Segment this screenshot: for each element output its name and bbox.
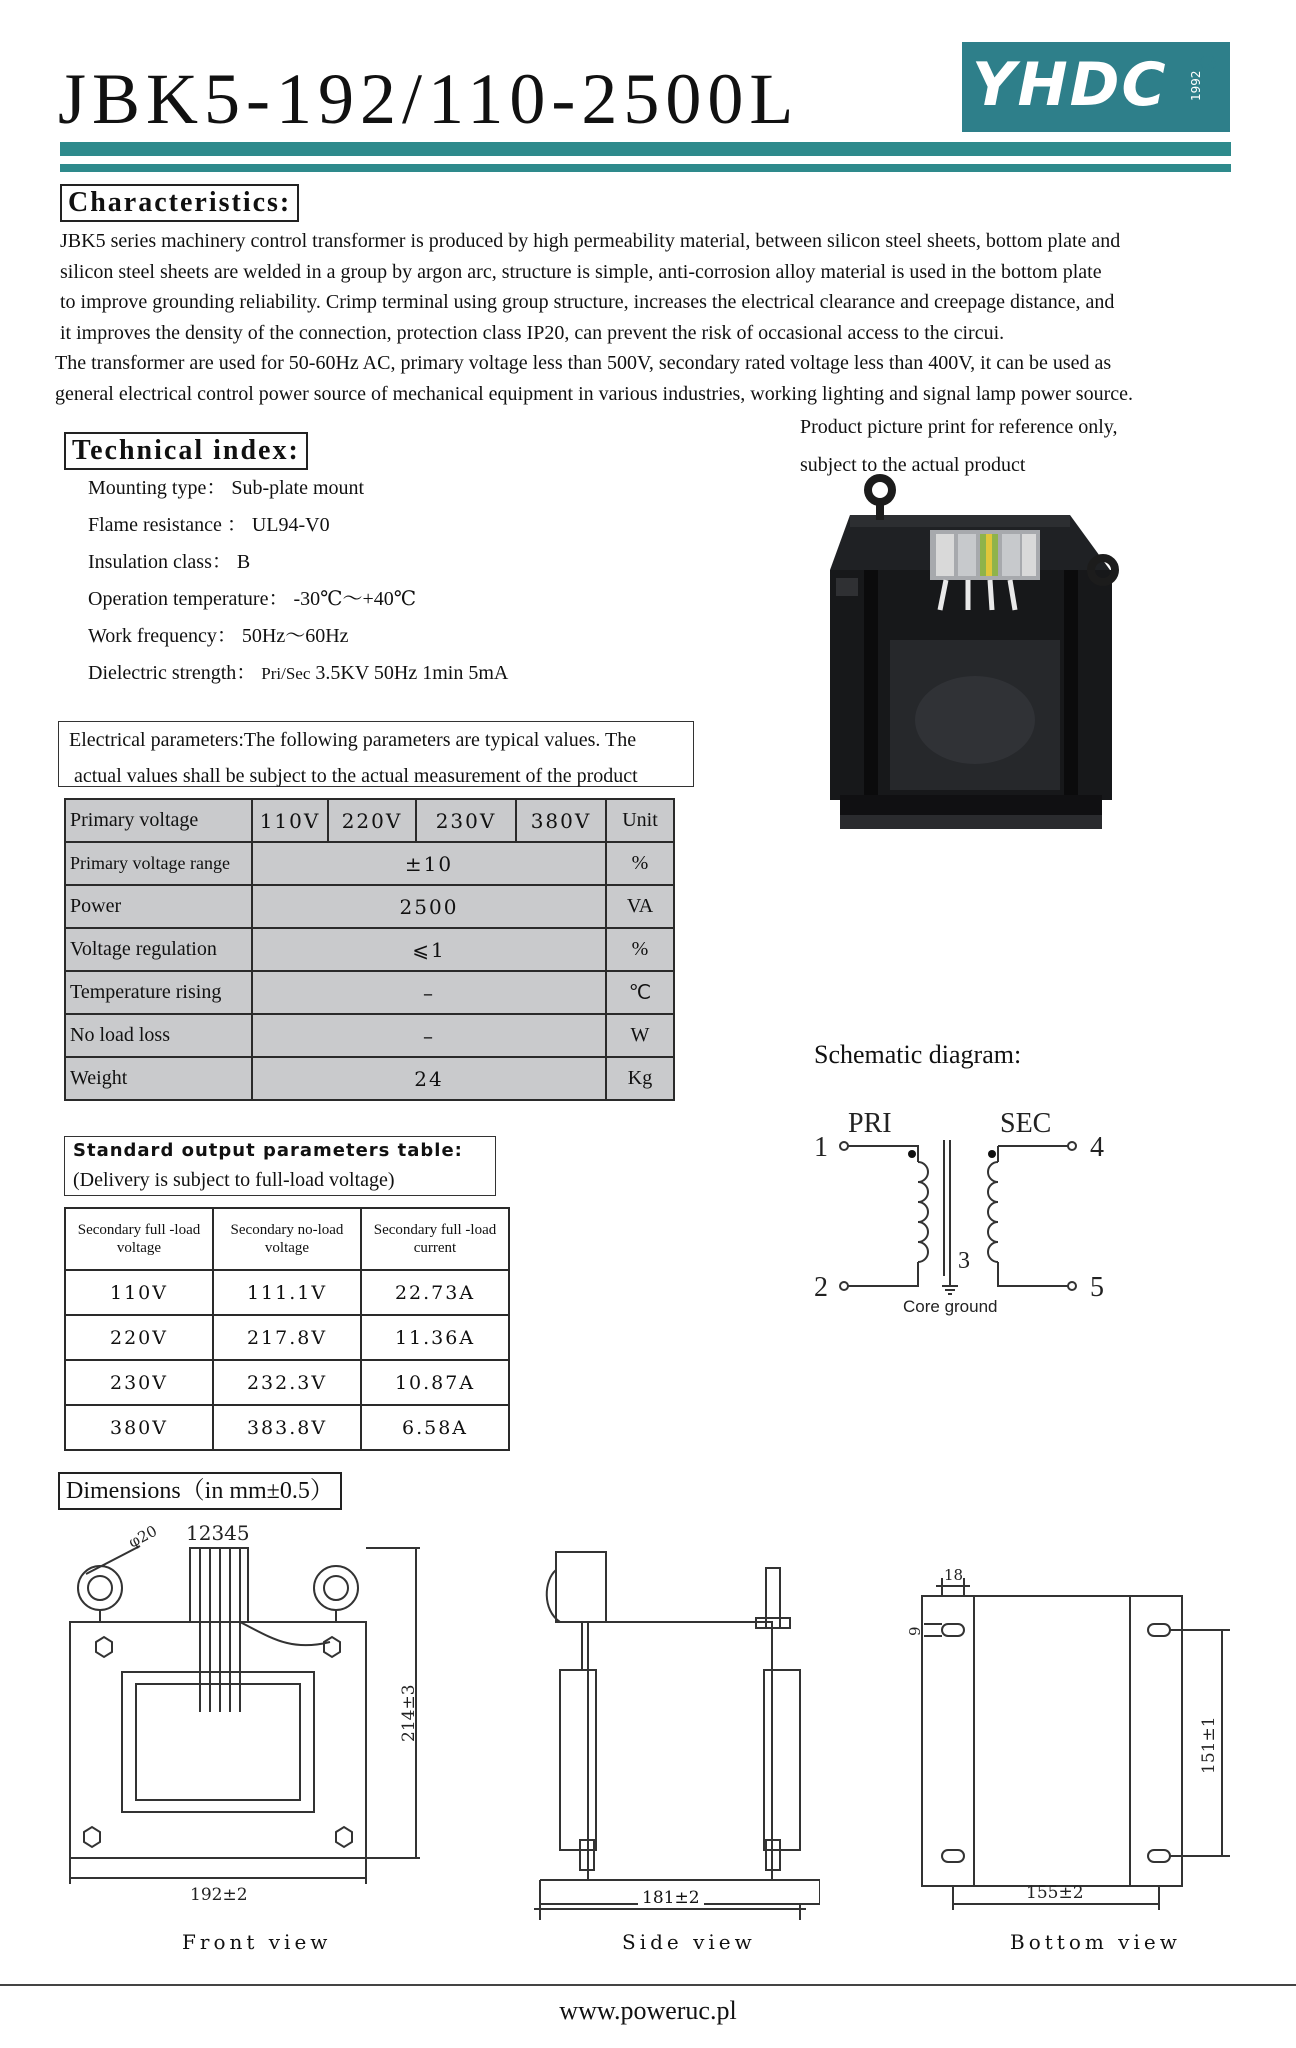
side-width-label: 181±2 [638,1888,704,1908]
transformer-photo [810,470,1130,842]
dielectric-value: 3.5KV 50Hz 1min 5mA [310,662,509,684]
lifting-eye-left [78,1566,122,1610]
row-unit: ℃ [606,971,674,1014]
lifting-eye-right [314,1566,358,1610]
characteristics-line: JBK5 series machinery control transformer is produced by high permeability material, between silicon steel sheets, bottom plate and [60,230,1121,252]
row-label: Power [65,885,252,928]
lead-wire [240,1622,330,1645]
side-view-label: Side view [622,1930,756,1954]
table-row [65,885,674,928]
standard-output-heading-box [64,1136,496,1196]
terminal-5 [1068,1282,1076,1290]
characteristics-line: The transformer are used for 50-60Hz AC, primary voltage less than 500V, secondary rated voltage less than 400V, it can be used as [55,352,1112,374]
slot-top-right [1148,1624,1170,1636]
characteristics-text-2 [55,348,1133,409]
terminal-wires [200,1548,240,1712]
row-value: ⩽1 [252,928,606,971]
standard-output-subtitle: (Delivery is subject to full-load voltage) [73,1169,395,1191]
yhdc-logo [962,42,1230,132]
side-width-dim-line [534,1908,806,1910]
secondary-lead-bottom [998,1262,1068,1286]
pin-4-label: 4 [1090,1132,1104,1163]
slot-height-label: 9 [906,1626,924,1636]
table-cell: 383.8V [213,1405,361,1450]
row-value: – [252,971,606,1014]
table-row [65,799,674,842]
table-row [65,928,674,971]
table-row [65,1014,674,1057]
pin-1-label: 1 [814,1132,828,1163]
logo-text: YHDC [972,50,1168,120]
table-cell: 111.1V [213,1270,361,1315]
pri-label: PRI [848,1108,892,1139]
footer-divider [0,1984,1296,1986]
primary-voltage-cell: 220V [328,799,416,842]
electrical-note-line: Electrical parameters:The following parameters are typical values. The [69,729,637,751]
standard-output-title: Standard output parameters table: [73,1140,463,1161]
table-row [65,1315,509,1360]
secondary-coil [988,1162,998,1262]
table-cell: 220V [65,1315,213,1360]
technical-index-heading: Technical index: [64,432,308,470]
header-divider-thin [60,164,1231,172]
lifting-eye-right-inner [324,1576,348,1600]
side-width-dimension [534,1888,806,1920]
primary-polarity-dot [908,1150,916,1158]
registered-mark: ® [1197,52,1219,77]
mounting-type: Mounting type： Sub-plate mount [88,477,365,499]
front-height-label: 214±3 [399,1684,419,1742]
side-leads [582,1622,588,1670]
product-title: JBK5-192/110-2500L [58,59,800,139]
table-cell: 380V [65,1405,213,1450]
column-header-line: voltage [264,1240,310,1256]
front-view-drawing [60,1512,440,1912]
row-value: 24 [252,1057,606,1100]
flame-resistance: Flame resistance ： UL94-V0 [88,514,330,536]
operation-temperature: Operation temperature： -30℃～+40℃ [88,588,417,610]
table-cell: 232.3V [213,1360,361,1405]
side-core [588,1622,772,1880]
column-header-line: Secondary full -load [77,1222,201,1238]
row-value: ±10 [252,842,606,885]
primary-voltage-cell: 380V [516,799,606,842]
terminal-numbers: 12345 [186,1521,250,1545]
table-cell: 6.58A [361,1405,509,1450]
photo-note-line: subject to the actual product [800,454,1026,476]
column-header-line: Secondary no-load [230,1222,344,1238]
hole-diameter: φ20 [125,1521,161,1552]
secondary-polarity-dot [988,1150,996,1158]
technical-index-list [88,470,508,692]
row-label: Weight [65,1057,252,1100]
dimensions-heading: Dimensions（in mm±0.5） [58,1472,342,1510]
front-view-label: Front view [182,1930,332,1954]
side-view-drawing [530,1540,820,1920]
front-coil-inner [136,1684,300,1800]
table-row [65,1057,674,1100]
column-header-line: Secondary full -load [373,1222,497,1238]
row-label: Primary voltage range [65,842,252,885]
row-label: No load loss [65,1014,252,1057]
row-unit: Kg [606,1057,674,1100]
row-label: Temperature rising [65,971,252,1014]
work-frequency: Work frequency： 50Hz～60Hz [88,625,349,647]
row-unit: VA [606,885,674,928]
column-header [361,1208,509,1270]
table-cell: 217.8V [213,1315,361,1360]
bolt-bottom-right [336,1827,352,1847]
bottom-view-drawing [900,1560,1240,1920]
terminal-4 [1068,1142,1076,1150]
side-wire [547,1570,560,1622]
table-row [65,1360,509,1405]
photo-note-line: Product picture print for reference only, [800,416,1118,438]
core-ground-label: Core ground [903,1297,998,1316]
side-coil-right [764,1670,800,1850]
insulation-class: Insulation class： B [88,551,251,573]
dielectric-strength [88,655,508,692]
slot-top-left [942,1624,964,1636]
lifting-eye-left-inner [88,1576,112,1600]
characteristics-line: it improves the density of the connection, protection class IP20, can prevent the risk of occasional access to the circui. [60,321,1005,344]
table-cell: 10.87A [361,1360,509,1405]
lifting-eye-stems [100,1610,336,1622]
schematic-title: Schematic diagram: [814,1040,1022,1069]
side-terminal-block [556,1552,606,1622]
logo-year: 1992 [1189,70,1203,101]
primary-coil [918,1162,928,1262]
table-cell: 110V [65,1270,213,1315]
column-header [213,1208,361,1270]
column-header [65,1208,213,1270]
column-header-line: voltage [116,1240,162,1256]
row-unit: W [606,1014,674,1057]
table-header-row [65,1208,509,1270]
slot-bottom-left [942,1850,964,1862]
row-unit: % [606,842,674,885]
bottom-width-label: 155±2 [1026,1883,1084,1903]
standard-output-table [64,1207,510,1451]
sec-label: SEC [1000,1108,1052,1139]
primary-voltage-cell: 230V [416,799,516,842]
side-coil-left [560,1670,596,1850]
front-outline [70,1622,366,1858]
characteristics-line: to improve grounding reliability. Crimp terminal using group structure, increases the electrical clearance and creepage distance, and [60,291,1115,313]
slot-bottom-right [1148,1850,1170,1862]
dielectric-pri-sec: Pri/Sec [261,664,311,683]
front-width-label: 192±2 [190,1885,248,1905]
ground-symbol [942,1276,958,1294]
electrical-note-line: actual values shall be subject to the actual measurement of the product [74,765,638,787]
pin-3-label: 3 [958,1248,970,1274]
bottom-view-label: Bottom view [1010,1930,1181,1954]
electrical-parameters-note [58,721,694,787]
electrical-parameters-table [64,798,675,1101]
bottom-plate [922,1596,1182,1886]
primary-voltage-cell: 110V [252,799,328,842]
pin-2-label: 2 [814,1272,828,1303]
footer-url[interactable]: www.poweruc.pl [559,1996,737,2025]
table-row [65,1270,509,1315]
unit-header: Unit [606,799,674,842]
row-label: Primary voltage [65,799,252,842]
header-divider-thick [60,142,1231,156]
primary-lead-bottom [848,1262,918,1286]
row-unit: % [606,928,674,971]
primary-lead-top [848,1146,918,1162]
row-label: Voltage regulation [65,928,252,971]
table-cell: 22.73A [361,1270,509,1315]
bottom-height-label: 151±1 [1199,1716,1219,1774]
characteristics-heading: Characteristics: [60,184,299,222]
row-value: 2500 [252,885,606,928]
front-coil-window [122,1672,314,1812]
table-row [65,971,674,1014]
schematic-diagram [808,1100,1128,1330]
slot-width-label: 18 [944,1566,964,1584]
dielectric-label: Dielectric strength： [88,662,262,684]
bolt-top-right [324,1637,340,1657]
table-row [65,1405,509,1450]
table-row [65,842,674,885]
row-value: – [252,1014,606,1057]
characteristics-text [60,226,1120,348]
characteristics-line: silicon steel sheets are welded in a group by argon arc, structure is simple, anti-corrosion alloy material is used in the bottom plate [60,260,1102,283]
table-cell: 230V [65,1360,213,1405]
terminal-2 [840,1282,848,1290]
characteristics-line: general electrical control power source of mechanical equipment in various industries, working lighting and signal lamp power source. [55,382,1133,405]
terminal-1 [840,1142,848,1150]
bolt-top-left [96,1637,112,1657]
bolt-bottom-left [84,1827,100,1847]
column-header-line: current [413,1240,457,1256]
pin-5-label: 5 [1090,1272,1104,1303]
table-cell: 11.36A [361,1315,509,1360]
